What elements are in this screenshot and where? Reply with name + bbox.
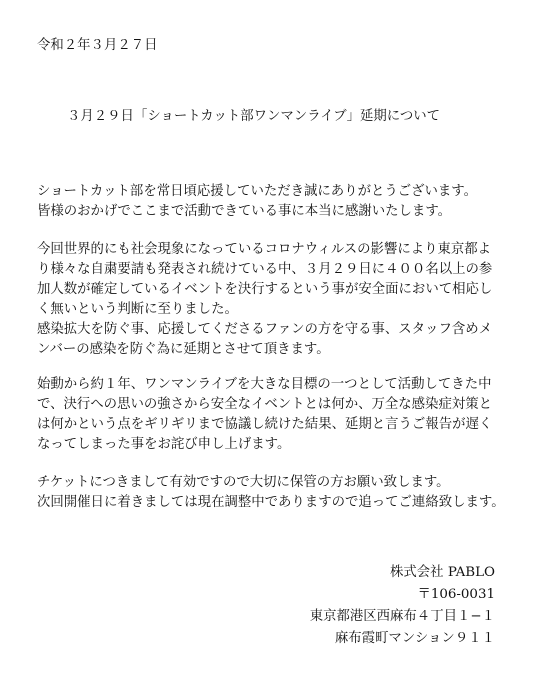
paragraph-line: 今回世界的にも社会現象になっているコロナウィルスの影響により東京都よ: [37, 242, 492, 257]
paragraph-line: 皆様のおかげでここまで活動できている事に本当に感謝いたします。: [37, 204, 452, 219]
postal-code: 〒106-0031: [417, 587, 495, 602]
signature-block: [310, 563, 495, 651]
paragraph-line: なってしまった事をお詫び申し上げます。: [37, 437, 291, 452]
company-name: 株式会社 PABLO: [390, 565, 495, 580]
paragraph-reason: [37, 240, 492, 320]
paragraph-line: 始動から約１年、ワンマンライブを大きな目標の一つとして活動してきた中: [37, 377, 492, 392]
paragraph-line: 感染拡大を防ぐ事、応援してくださるファンの方を守る事、スタッフ含めメ: [37, 322, 493, 337]
paragraph-line: チケットにつきまして有効ですので大切に保管の方お願い致します。: [37, 475, 450, 490]
paragraph-gratitude: [37, 182, 477, 222]
address-line-2: 麻布霞町マンション９１１: [334, 631, 495, 646]
paragraph-ticket: [37, 473, 505, 513]
paragraph-apology: [37, 375, 492, 455]
paragraph-line: は何かという点をギリギリまで協議し続けた結果、延期と言うご報告が遅く: [37, 417, 493, 432]
address-line-1: 東京都港区西麻布４丁目１−１: [309, 609, 495, 624]
paragraph-line: ショートカット部を常日頃応援していただき誠にありがとうございます。: [37, 184, 478, 199]
paragraph-line: 加人数が確定しているイベントを決行するという事が安全面において相応し: [37, 282, 493, 297]
paragraph-line: く無いという判断に至りました。: [37, 302, 238, 317]
document-title: ３月２９日「ショートカット部ワンマンライブ」延期について: [67, 109, 441, 124]
document-date: 令和２年３月２７日: [37, 38, 158, 53]
paragraph-protection: [37, 320, 492, 360]
paragraph-line: ンバーの感染を防ぐ為に延期とさせて頂きます。: [37, 342, 330, 357]
paragraph-line: で、決行への思いの強さから安全なイベントとは何か、万全な感染症対策と: [37, 397, 493, 412]
paragraph-line: 次回開催日に着きましては現在調整中でありますので追ってご連絡致します。: [37, 495, 505, 510]
paragraph-line: り様々な自粛要請も発表され続けている中、３月２９日に４００名以上の参: [37, 262, 493, 277]
